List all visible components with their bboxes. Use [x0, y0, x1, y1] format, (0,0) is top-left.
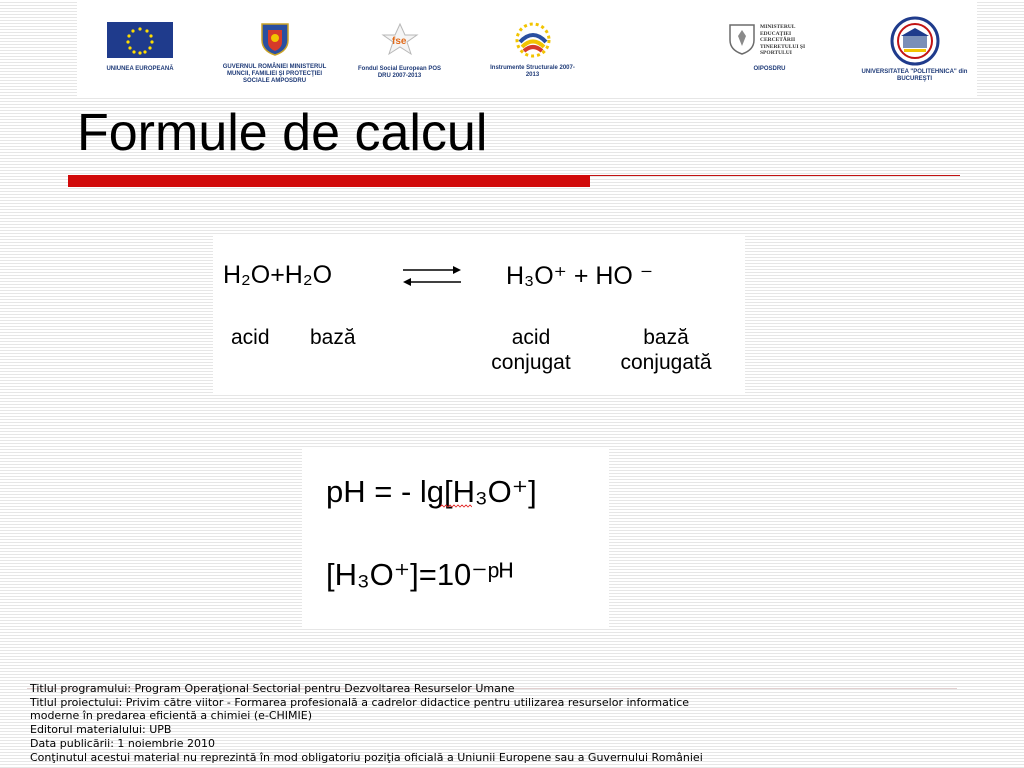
footer-project-title: Titlul proiectului: Privim către viitor - Formarea profesională a cadrelor didactice pentru utilizarea resurselor informatice [30, 695, 690, 709]
structural-caption: Instrumente Structurale 2007-2013 [490, 65, 575, 78]
equation-products: H₃O⁺ + HO ⁻ [506, 262, 654, 290]
page-title: Formule de calcul [77, 104, 488, 162]
ministry-education-logo [722, 22, 817, 82]
upb-caption: UNIVERSITATEA "POLITEHNICA" din BUCUREŞTI [861, 69, 968, 82]
ministry-sub-caption: OIPOSDRU [753, 66, 786, 72]
equilibrium-arrows-icon [401, 263, 463, 289]
equation-reactants: H₂O+H₂O [223, 261, 333, 289]
label-conjugate-acid: acid conjugat [491, 326, 571, 374]
footer-publication-date: Data publicării: 1 noiembrie 2010 [30, 736, 215, 750]
autoionization-equation-panel [213, 236, 745, 394]
footer-program-title: Titlul programului: Program Operaţional Sectorial pentru Dezvoltarea Resurselor Umane [30, 682, 515, 695]
fse-logo [357, 22, 442, 82]
title-underline-bar [68, 175, 590, 187]
logo-strip [77, 0, 977, 96]
hydronium-concentration-formula: [H₃O⁺]=10⁻ᵖᴴ [326, 557, 513, 592]
eu-flag-logo [95, 22, 185, 77]
fse-caption: Fondul Social European POS DRU 2007-2013 [357, 66, 441, 79]
government-caption: GUVERNUL ROMÂNIEI MINISTERUL MUNCII, FAMILIEI ŞI PROTECŢIEI SOCIALE AMPOSDRU [222, 64, 327, 84]
svg-text:fse: fse [391, 36, 406, 47]
label-conjugate-base: bază conjugată [620, 326, 712, 374]
ph-formula-panel [302, 447, 609, 629]
spellcheck-squiggle [440, 504, 472, 509]
footer-credits [30, 682, 703, 764]
footer-editor: Editorul materialului: UPB [30, 723, 172, 737]
structural-instruments-logo [485, 20, 580, 80]
upb-logo [852, 16, 977, 88]
label-acid: acid [231, 326, 270, 349]
title-underline-line [590, 175, 960, 176]
footer-project-title-cont: moderne în predarea eficientă a chimiei (e-CHIMIE) [30, 709, 313, 723]
romanian-government-logo [217, 20, 332, 90]
label-base: bază [310, 326, 356, 349]
ministry-caption: MINISTERUL EDUCAŢIEI CERCETĂRII TINERETULUI ŞI SPORTULUI [760, 24, 806, 56]
ph-definition-formula: pH = - lg[H₃O⁺] [326, 474, 537, 509]
footer-disclaimer: Conţinutul acestui material nu reprezintă în mod obligatoriu poziţia oficială a Uniunii Europene sau a Guvernului României [30, 750, 703, 764]
eu-caption: UNIUNEA EUROPEANĂ [106, 66, 174, 72]
